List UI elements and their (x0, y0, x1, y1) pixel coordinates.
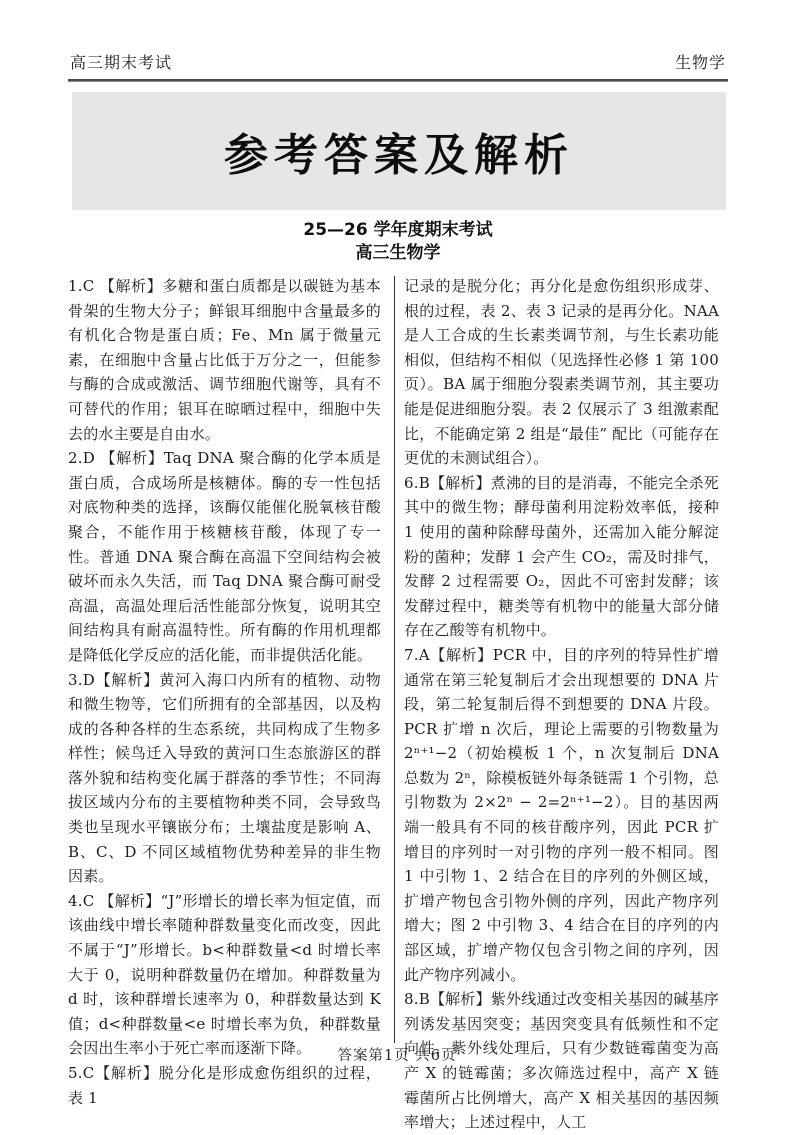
right-column (401, 274, 719, 1135)
answer-item-8: 8.B【解析】紫外线通过改变相关基因的碱基序列诱发基因突变；基因突变具有低频性和不定向性，紫外线处理后，只有少数链霉菌变为高产 X 的链霉菌；多次筛选过程中，高产 X 链霉菌所占比例增大，高产 X 相关基因的基因频率增大；上述过程中，人工 (404, 990, 719, 1132)
header-subject-name: 生物学 (674, 53, 726, 72)
exam-session-line: 25—26 学年度期末考试 (303, 220, 493, 240)
column-divider (394, 276, 395, 1043)
header-rule (68, 79, 728, 82)
answer-item-2: 2.D 【解析】Taq DNA 聚合酶的化学本质是蛋白质，合成场所是核糖体。酶的专一性包括对底物种类的选择，该酶仅能催化脱氧核苷酸聚合，不能作用于核糖核苷酸，体现了专一性。普通 DNA 聚合酶在高温下空间结构会被破坏而永久失活，而 Taq DNA 聚合酶可耐受高温，高温处理后活性能部分恢复，说明其空间结构具有耐高温特性。所有酶的作用机理都是降低化学反应的活化能，而非提供活化能。 (68, 449, 381, 664)
answer-columns (68, 274, 728, 1135)
header-exam-name: 高三期末考试 (70, 53, 173, 72)
exam-subtitle (68, 219, 728, 265)
answer-item-4: 4.C 【解析】“J”形增长的增长率为恒定值，而该曲线中增长率随种群数量变化而改变，因此不属于“J”形增长。b<种群数量<d 时增长率大于 0，说明种群数量仍在增加。种群数量为 d 时，该种群增长速率为 0，种群数量达到 K 值；d<种群数量<e 时增长率为负，种群数量会因出生率小于死亡率而逐渐下降。 (68, 891, 381, 1058)
page-footer (0, 1044, 794, 1065)
title-banner (72, 92, 726, 210)
answer-item-5: 5.C【解析】脱分化是形成愈伤组织的过程，表 1 (68, 1064, 381, 1107)
exam-subject-line: 高三生物学 (355, 243, 441, 263)
answer-item-7: 7.A【解析】PCR 中，目的序列的特异性扩增通常在第三轮复制后才会出现想要的 DNA 片段，第二轮复制后得不到想要的 DNA 片段。PCR 扩增 n 次后，理论上需要的引物数量为 2ⁿ⁺¹−2（初始模板 1 个，n 次复制后 DNA 总数为 2ⁿ，除模板链外每条链需 1 个引物，总引物数为 2×2ⁿ − 2=2ⁿ⁺¹−2）。目的基因两端一般具有不同的核苷酸序列，因此 PCR 扩增目的序列时一对引物的序列一般不相同。图 1 中引物 1、2 结合在目的序列的外侧区域，扩增产物包含引物外侧的序列，因此产物序列增大；图 2 中引物 3、4 结合在目的序列的内部区域，扩增产物仅包含引物之间的序列，因此产物序列减小。 (404, 645, 719, 984)
answer-item-5-continuation: 记录的是脱分化；再分化是愈伤组织形成芽、根的过程，表 2、表 3 记录的是再分化。NAA 是人工合成的生长素类调节剂，与生长素功能相似，但结构不相似（见选择性必修 1 第 100 页）。BA 属于细胞分裂素类调节剂，其主要功能是促进细胞分裂。表 2 仅展示了 3 组激素配比，不能确定第 2 组是“最佳” 配比（可能存在更优的未测试组合）。 (404, 277, 719, 468)
answer-item-3: 3.D【解析】黄河入海口内所有的植物、动物和微生物等，它们所拥有的全部基因，以及构成的各种各样的生态系统，共同构成了生物多样性；候鸟迁入导致的黄河口生态旅游区的群落外貌和结构变化属于群落的季节性；不同海拔区域内分布的主要植物种类不同，会导致鸟类也呈现水平镶嵌分布；土壤盐度是影响 A、B、C、D 不同区域植物优势种差异的非生物因素。 (68, 670, 381, 886)
answer-item-6: 6.B【解析】煮沸的目的是消毒，不能完全杀死其中的微生物；酵母菌利用淀粉效率低，接种 1 使用的菌种除酵母菌外，还需加入能分解淀粉的菌种；发酵 1 会产生 CO₂，需及时排气，发酵 2 过程需要 O₂，因此不可密封发酵；该发酵过程中，糖类等有机物中的能量大部分储存在乙酸等有机物中。 (404, 473, 719, 640)
page-number-text: 答案第1页 共6页 (337, 1048, 457, 1064)
left-column (68, 274, 386, 1135)
page-title: 参考答案及解析 (224, 130, 574, 181)
page-header (68, 50, 728, 79)
answer-item-1: 1.C 【解析】多糖和蛋白质都是以碳链为基本骨架的生物大分子；鲜银耳细胞中含量最多的有机化合物是蛋白质；Fe、Mn 属于微量元素，在细胞中含量占比低于万分之一，但能参与酶的合成或激活、调节细胞代谢等，具有不可替代的作用；银耳在晾晒过程中，细胞中失去的水主要是自由水。 (68, 277, 381, 443)
